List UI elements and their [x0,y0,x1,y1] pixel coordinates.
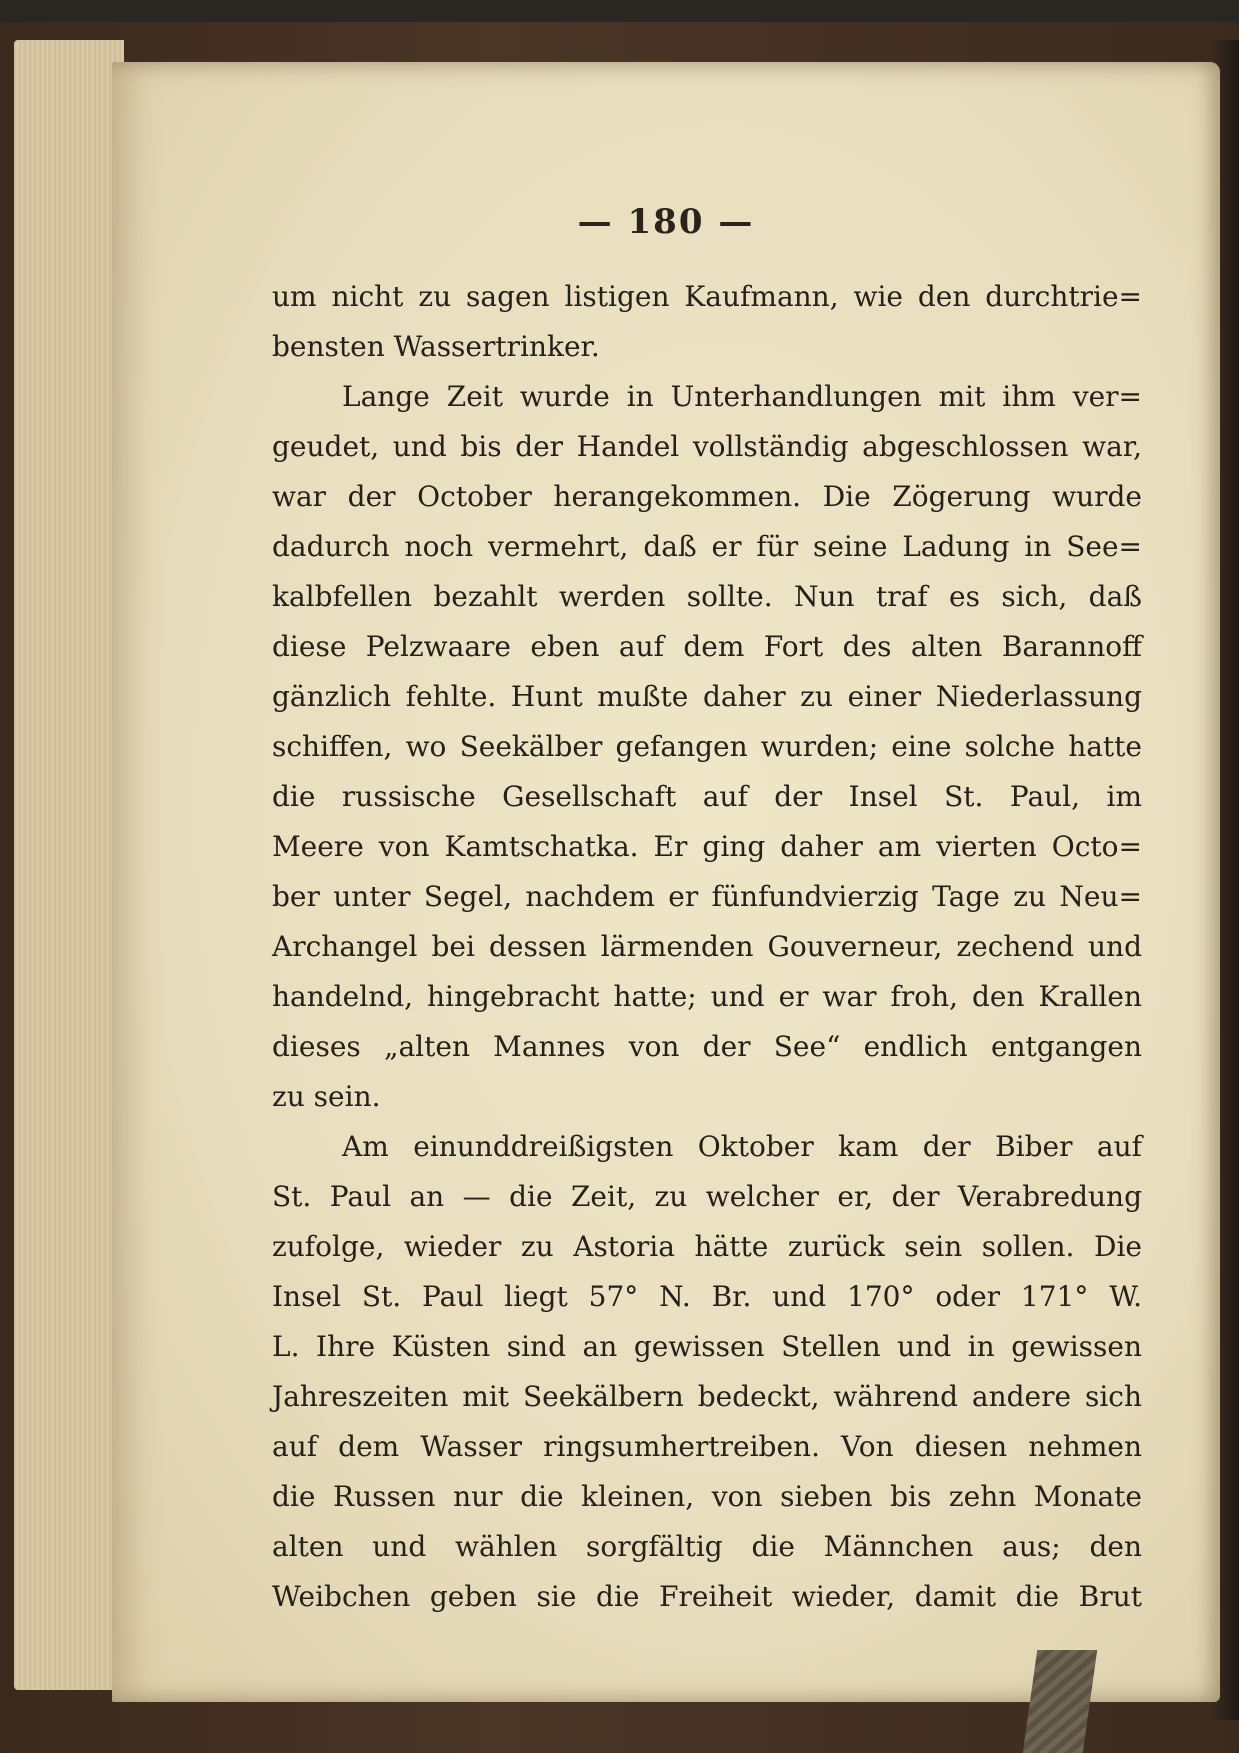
text-line: Insel St. Paul liegt 57° N. Br. und 170° oder 171° W. [272,1280,1142,1313]
text-line: bensten Wassertrinker. [272,330,600,363]
page-edges [14,40,124,1690]
text-line: die russische Gesellschaft auf der Insel St. Paul, im [272,780,1142,813]
text-line: kalbfellen bezahlt werden sollte. Nun traf es sich, daß [272,580,1142,613]
text-line: Jahreszeiten mit Seekälbern bedeckt, während andere sich [272,1380,1142,1413]
text-line: zu sein. [272,1080,381,1113]
text-line: Lange Zeit wurde in Unterhandlungen mit ihm ver= [342,380,1142,413]
text-line: dieses „alten Mannes von der See“ endlich entgangen [272,1030,1142,1063]
text-line: handelnd, hingebracht hatte; und er war froh, den Krallen [272,980,1142,1013]
text-line: Archangel bei dessen lärmenden Gouverneur, zechend und [272,930,1142,963]
text-line: dadurch noch vermehrt, daß er für seine Ladung in See= [272,530,1142,563]
text-line: alten und wählen sorgfältig die Männchen aus; den [272,1530,1142,1563]
text-line: zufolge, wieder zu Astoria hätte zurück sein sollen. Die [272,1230,1142,1263]
text-line: die Russen nur die kleinen, von sieben bis zehn Monate [272,1480,1142,1513]
text-line: war der October herangekommen. Die Zögerung wurde [272,480,1142,513]
book-page [112,62,1220,1702]
text-line: Meere von Kamtschatka. Er ging daher am vierten Octo= [272,830,1142,863]
page-number: — 180 — [577,202,755,242]
text-line: ber unter Segel, nachdem er fünfundvierzig Tage zu Neu= [272,880,1142,913]
text-line: gänzlich fehlte. Hunt mußte daher zu einer Niederlassung [272,680,1142,713]
text-line: um nicht zu sagen listigen Kaufmann, wie den durchtrie= [272,280,1142,313]
text-line: L. Ihre Küsten sind an gewissen Stellen und in gewissen [272,1330,1142,1363]
text-line: diese Pelzwaare eben auf dem Fort des alten Barannoff [272,630,1142,663]
text-line: St. Paul an — die Zeit, zu welcher er, der Verabredung [272,1180,1142,1213]
text-line: auf dem Wasser ringsumhertreiben. Von diesen nehmen [272,1430,1142,1463]
text-line: Weibchen geben sie die Freiheit wieder, damit die Brut [272,1580,1142,1613]
text-line: Am einunddreißigsten Oktober kam der Biber auf [342,1130,1142,1163]
text-line: schiffen, wo Seekälber gefangen wurden; eine solche hatte [272,730,1142,763]
text-line: geudet, und bis der Handel vollständig abgeschlossen war, [272,430,1142,463]
body-text [272,272,1142,1622]
